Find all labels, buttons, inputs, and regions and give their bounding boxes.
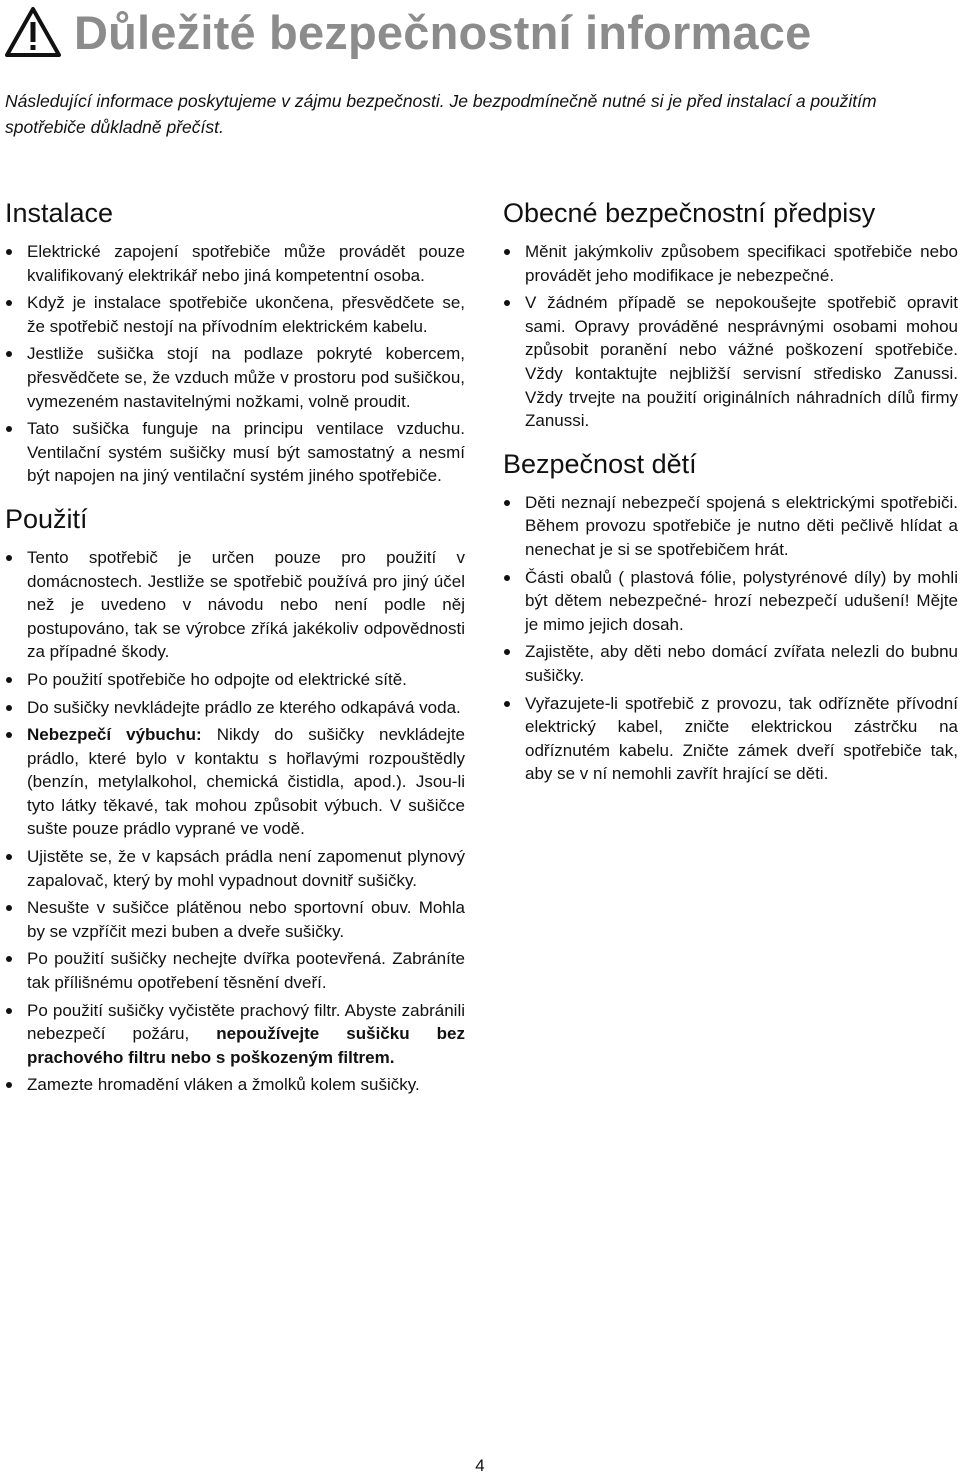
left-column	[5, 196, 465, 1101]
list-item: Zajistěte, aby děti nebo domácí zvířata nelezli do bubnu sušičky.	[503, 640, 958, 687]
list-item: Tento spotřebič je určen pouze pro použití v domácnostech. Jestliže se spotřebič používá pro jiný účel než je uvedeno v návodu nebo není podle něj postupováno, tak se výrobce zříká jakékoliv odpovědnosti za případné škody.	[5, 546, 465, 664]
list-item: Měnit jakýmkoliv způsobem specifikaci spotřebiče nebo provádět jeho modifikace je nebezpečné.	[503, 240, 958, 287]
list-item: Nesušte v sušičce plátěnou nebo sportovní obuv. Mohla by se vzpříčit mezi buben a dveře sušičky.	[5, 896, 465, 943]
general-safety-heading: Obecné bezpečnostní předpisy	[503, 198, 876, 228]
explosion-warning-label: Nebezpečí výbuchu:	[27, 725, 202, 745]
list-item: Do sušičky nevkládejte prádlo ze kterého odkapává voda.	[5, 696, 465, 720]
filter-warning-bold: nepoužívejte sušičku bez prachového filtru nebo s poškozeným filtrem.	[27, 1024, 465, 1067]
list-item: Zamezte hromadění vláken a žmolků kolem sušičky.	[5, 1073, 465, 1097]
page-number: 4	[475, 1456, 485, 1475]
warning-triangle-icon	[4, 5, 62, 59]
list-item: Když je instalace spotřebiče ukončena, přesvědčete se, že spotřebič nestojí na přívodním elektrickém kabelu.	[5, 291, 465, 338]
page-header	[4, 4, 811, 60]
list-item: Části obalů ( plastová fólie, polystyrénové díly) by mohli být dětem nebezpečné- hrozí nebezpečí udušení! Mějte je mimo jejich dosah.	[503, 566, 958, 637]
usage-list	[5, 546, 465, 1097]
child-safety-heading: Bezpečnost dětí	[503, 448, 697, 479]
list-item: Po použití spotřebiče ho odpojte od elektrické sítě.	[5, 668, 465, 692]
list-item: Po použití sušičky nechejte dvířka pootevřená. Zabráníte tak přílišnému opotřebení těsnění dveří.	[5, 947, 465, 994]
general-safety-list	[503, 240, 958, 433]
page-title: Důležité bezpečnostní informace	[74, 5, 812, 59]
list-item: Elektrické zapojení spotřebiče může provádět pouze kvalifikovaný elektrikář nebo jiná kompetentní osoba.	[5, 240, 465, 287]
list-item: Vyřazujete-li spotřebič z provozu, tak odřízněte přívodní elektrický kabel, zničte elektrickou zástrčku na odříznutém kabelu. Zničte zámek dveří spotřebiče tak, aby se v ní nemohli zavřít hrající se děti.	[503, 692, 958, 786]
installation-heading: Instalace	[5, 198, 114, 228]
list-item: V žádném případě se nepokoušejte spotřebič opravit sami. Opravy prováděné nesprávnými osobami mohou způsobit poranění nebo vážné poškození spotřebiče. Vždy kontaktujte nejbližší servisní středisko Zanussi. Vždy trvejte na použití originálních náhradních dílů firmy Zanussi.	[503, 291, 958, 433]
list-item	[5, 999, 465, 1070]
intro-text: Následující informace poskytujeme v zájmu bezpečnosti. Je bezpodmínečně nutné si je před instalací a použitím spotřebiče důkladně přečíst.	[5, 91, 877, 137]
list-item: Jestliže sušička stojí na podlaze pokryté kobercem, přesvědčete se, že vzduch může v prostoru pod sušičkou, vymezeném nastavitelnými nožkami, volně proudit.	[5, 342, 465, 413]
usage-heading: Použití	[5, 503, 88, 534]
explosion-warning-text: Nikdy do sušičky nevkládejte prádlo, které bylo v kontaktu s hořlavými rozpouštědly (benzín, metylalkohol, chemická čistidla, apod.). Jsou-li tyto látky těkavé, tak mohou způsobit výbuch. V sušičce sušte pouze prádlo vyprané ve vodě.	[27, 725, 466, 839]
list-item: Tato sušička funguje na principu ventilace vzduchu. Ventilační systém sušičky musí být samostatný a nesmí být napojen na jiný ventilační systém jiného spotřebiče.	[5, 417, 465, 488]
list-item: Ujistěte se, že v kapsách prádla není zapomenut plynový zapalovač, který by mohl vypadnout dovnitř sušičky.	[5, 845, 465, 892]
filter-text: Po použití sušičky vyčistěte prachový filtr. Abyste zabránili nebezpečí požáru,	[27, 1000, 465, 1044]
list-item	[5, 723, 465, 841]
list-item: Děti neznají nebezpečí spojená s elektrickými spotřebiči. Během provozu spotřebiče je nutno děti pečlivě hlídat a nenechat je si se spotřebičem hrát.	[503, 491, 958, 562]
installation-list	[5, 240, 465, 488]
right-column	[503, 196, 958, 790]
child-safety-list	[503, 491, 958, 786]
